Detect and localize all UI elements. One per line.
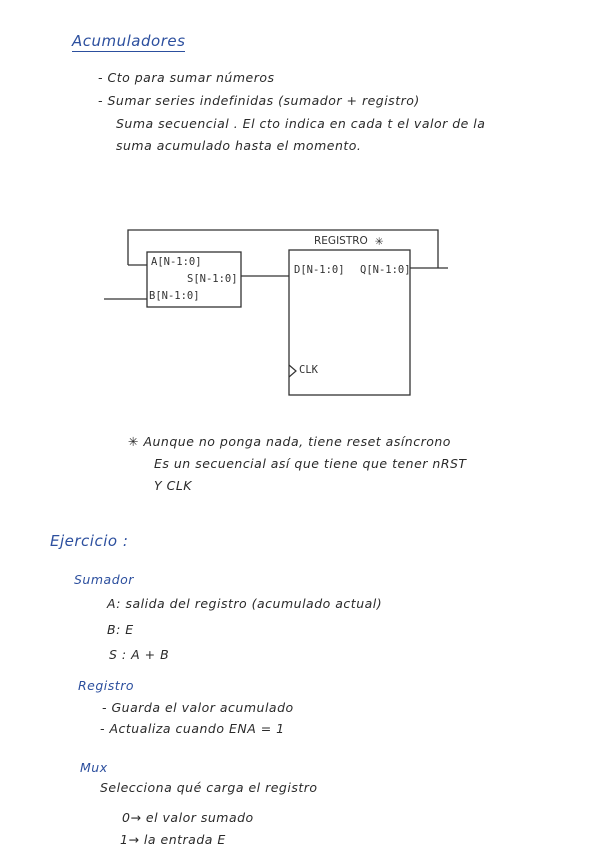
intro-continuation: suma acumulado hasta el momento.	[116, 138, 362, 153]
note-line: ✳ Aunque no ponga nada, tiene reset asíncrono	[128, 434, 451, 449]
exercise-title: Ejercicio :	[50, 532, 129, 550]
mux-line: 1→ la entrada E	[120, 832, 226, 847]
adder-input-b-label: B[N-1:0]	[149, 290, 200, 302]
registro-heading: Registro	[78, 678, 134, 693]
clock-triangle	[289, 365, 296, 377]
adder-input-a-label: A[N-1:0]	[151, 256, 202, 268]
page-title: Acumuladores	[72, 32, 186, 50]
sumador-line: B: E	[107, 622, 134, 637]
register-title: REGISTRO	[314, 235, 368, 247]
mux-line: 0→ el valor sumado	[122, 810, 254, 825]
note-line: Y CLK	[154, 478, 192, 493]
register-d-label: D[N-1:0]	[294, 264, 345, 276]
registro-line: - Guarda el valor acumulado	[102, 700, 294, 715]
adder-output-s-label: S[N-1:0]	[187, 273, 238, 285]
register-clk-label: CLK	[299, 364, 318, 376]
note-line: Es un secuencial así que tiene que tener nRST	[154, 456, 467, 471]
register-q-label: Q[N-1:0]	[360, 264, 411, 276]
mux-heading: Mux	[80, 760, 108, 775]
sumador-line: S : A + B	[109, 647, 170, 662]
register-star-icon: ✳	[375, 233, 384, 249]
sumador-line: A: salida del registro (acumulado actual)	[107, 596, 383, 611]
registro-line: - Actualiza cuando ENA = 1	[100, 721, 285, 736]
intro-continuation: Suma secuencial . El cto indica en cada t el valor de la	[116, 116, 486, 131]
mux-line: Selecciona qué carga el registro	[100, 780, 318, 795]
intro-bullet: - Sumar series indefinidas (sumador + registro)	[98, 93, 420, 108]
sumador-heading: Sumador	[74, 572, 134, 587]
intro-bullet: - Cto para sumar números	[98, 70, 275, 85]
